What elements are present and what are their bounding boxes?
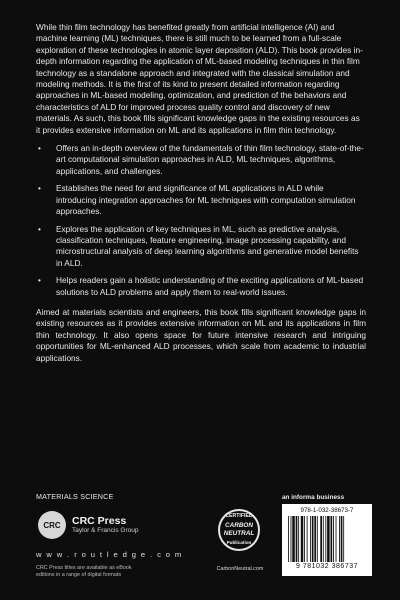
informa-tagline: an informa business: [282, 494, 345, 501]
carbon-neutral-badge: [212, 509, 268, 567]
badge-line: Publication: [226, 540, 252, 545]
publisher-name: CRC Press: [72, 515, 127, 527]
barcode-icon: [288, 516, 366, 562]
badge-line: CARBON: [224, 522, 254, 529]
subject-category: MATERIALS SCIENCE: [36, 492, 114, 501]
badge-line: CERTIFIED: [225, 513, 253, 519]
crc-logo-icon: CRC: [38, 511, 66, 539]
closing-paragraph: Aimed at materials scientists and engineers, this book fills significant knowledge gaps in existing resources as it provides extensive information on ML and its applications in film thin technology. It also opens space for future intensive research and intriguing opportunities for ML-enhanced ALD processes, which scale from academic to industrial applications.: [36, 306, 366, 363]
list-item: • Establishes the need for and significance of ML applications in ALD while introducing integration approaches for ML techniques with computation simulation approaches.: [38, 183, 356, 217]
bullet-icon: •: [38, 143, 41, 154]
list-item: • Helps readers gain a holistic understanding of the exciting applications of ML-based solutions to ALD problems and apply them to real-world issues.: [38, 275, 364, 297]
publisher-url: w w w . r o u t l e d g e . c o m: [36, 550, 183, 559]
back-cover-text: [36, 22, 366, 364]
publisher-logo: [38, 511, 138, 539]
feature-list: [36, 143, 366, 298]
list-item: • Explores the application of key techniques in ML, such as predictive analysis, classification techniques, feature engineering, image processing capability, and microstructural analysis of deep learning algorithms and generative model benefits in ALD.: [38, 223, 359, 268]
isbn-text: 978-1-032-38673-7: [300, 507, 354, 514]
carbon-neutral-site: CarbonNeutral.com: [216, 566, 264, 572]
list-item: • Offers an in-depth overview of the fundamentals of thin film technology, state-of-the-art computational simulation approaches in ALD, ML techniques, algorithms, applications, and challenges.: [38, 143, 364, 176]
isbn-barcode: [282, 504, 372, 576]
intro-paragraph: While thin film technology has benefited greatly from artificial intelligence (AI) and machine learning (ML) techniques, there is still much to be learned from a full-scale exploration of these technologies in atomic layer deposition (ALD). This book provides in-depth information regarding the application of ML-based modeling techniques in thin film technology as a standalone approach and integrated with the classical simulation and modeling methods. It is the first of its kind to present detailed information regarding approaches in ML-based modeling, optimization, and prediction of the behaviors and characteristics of ALD for improved process quality control and discovery of new materials. As such, this book fills significant knowledge gaps in the existing resources as it provides extensive information on ML and its applications in film thin technology.: [36, 22, 363, 135]
ebook-note: CRC Press titles are available as eBook editions in a range of digital formats: [36, 565, 132, 578]
badge-line: NEUTRAL: [223, 530, 255, 537]
isbn-digits: 9 781032 386737: [296, 563, 358, 570]
publisher-group: Taylor & Francis Group: [72, 527, 139, 534]
bullet-icon: •: [38, 275, 41, 286]
bullet-icon: •: [38, 223, 41, 234]
bullet-icon: •: [38, 183, 41, 194]
